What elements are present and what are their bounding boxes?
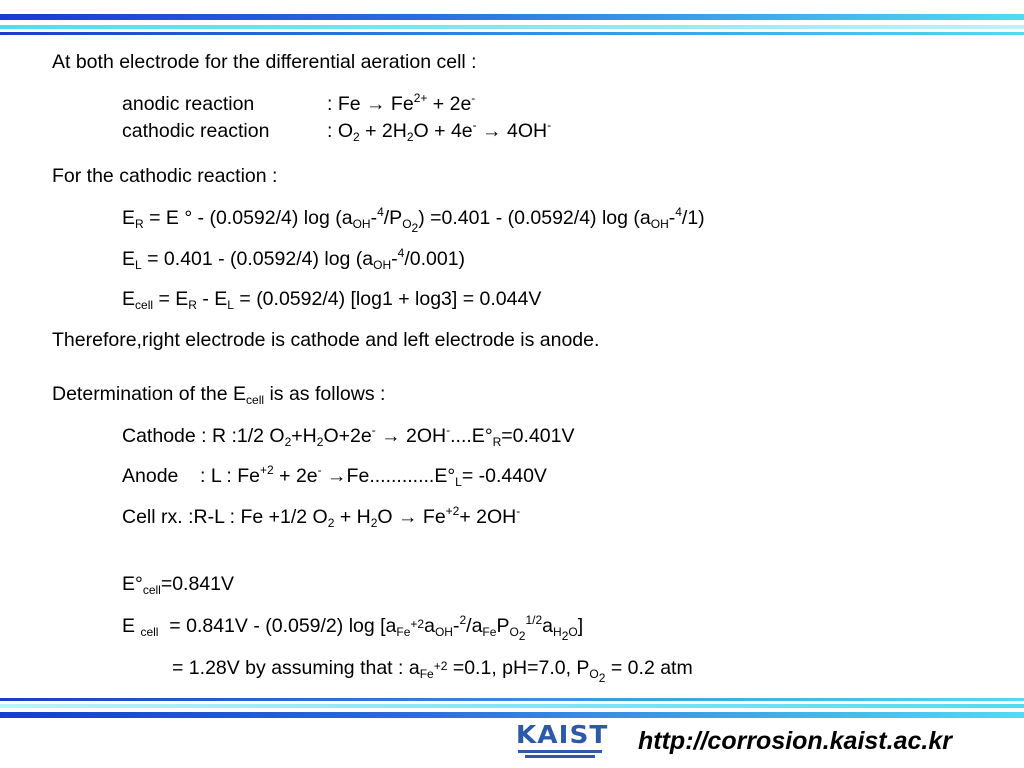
anodic-reaction-line: anodic reaction : $Fe \to Fe^{2+} + 2e^-$ — [122, 91, 476, 115]
intro-text: At both electrode for the differential aeration cell : — [52, 51, 477, 73]
final-result: = 1.28V by assuming that : $a_{Fe^{+2}} =0.1$, pH=7.0, $P_{O_2} = 0.2$ atm — [172, 657, 693, 685]
standard-ecell: $E^\circ_{cell}=0.841V$ — [122, 573, 235, 597]
nernst-ecell-equation: E $_{cell}$ = 0.841V - (0.059/2) $\log [a_{Fe^{+2}}a_{OH}-^2/a_{Fe}P_{O_2}^{1/2}a_{H_2O}]$ — [122, 613, 584, 643]
er-equation: $E_R = E$ ° - (0.0592/4) $\log (a_{OH}-^4/P_{O_2}) =0.401 - (0.0592/4)$ $\log (a_{OH}-^4/1)$ — [122, 205, 705, 235]
conclusion-text: Therefore,right electrode is cathode and left electrode is anode. — [52, 329, 600, 351]
cathodic-reaction-line: cathodic reaction : $O_2 + 2H_2O + 4e^- \to 4OH^-$ — [122, 118, 552, 144]
el-equation: $E_L = 0.401 - (0.0592/4)$ $\log (a_{OH}-^4/0.001)$ — [122, 246, 466, 272]
anode-half-reaction: Anode : L : $Fe^{+2} + 2e^- \to Fe............E^\circ_L= -0.440V$ — [122, 463, 547, 489]
cathodic-intro: For the cathodic reaction : — [52, 165, 278, 187]
footer-url[interactable]: http://corrosion.kaist.ac.kr — [638, 727, 952, 755]
ecell-equation: $E_{cell} = E_R - E_L = (0.0592/4) [\log 1 + \log 3] = 0.044V$ — [122, 288, 542, 312]
cell-reaction: Cell rx. :R-L : Fe +1/2 $O_2 + H_2O \to Fe^{+2}+ 2OH^-$ — [122, 504, 521, 530]
cathode-half-reaction: Cathode : R :1/2 $O_2+H_2O+2e^- \to 2OH^-....E^\circ_R=0.401V$ — [122, 423, 575, 449]
determination-heading: Determination of the $E_{cell}$ is as follows : — [52, 383, 386, 407]
footer-band — [0, 698, 1024, 718]
header-band — [0, 14, 1024, 35]
kaist-logo: KAIST — [518, 722, 602, 758]
